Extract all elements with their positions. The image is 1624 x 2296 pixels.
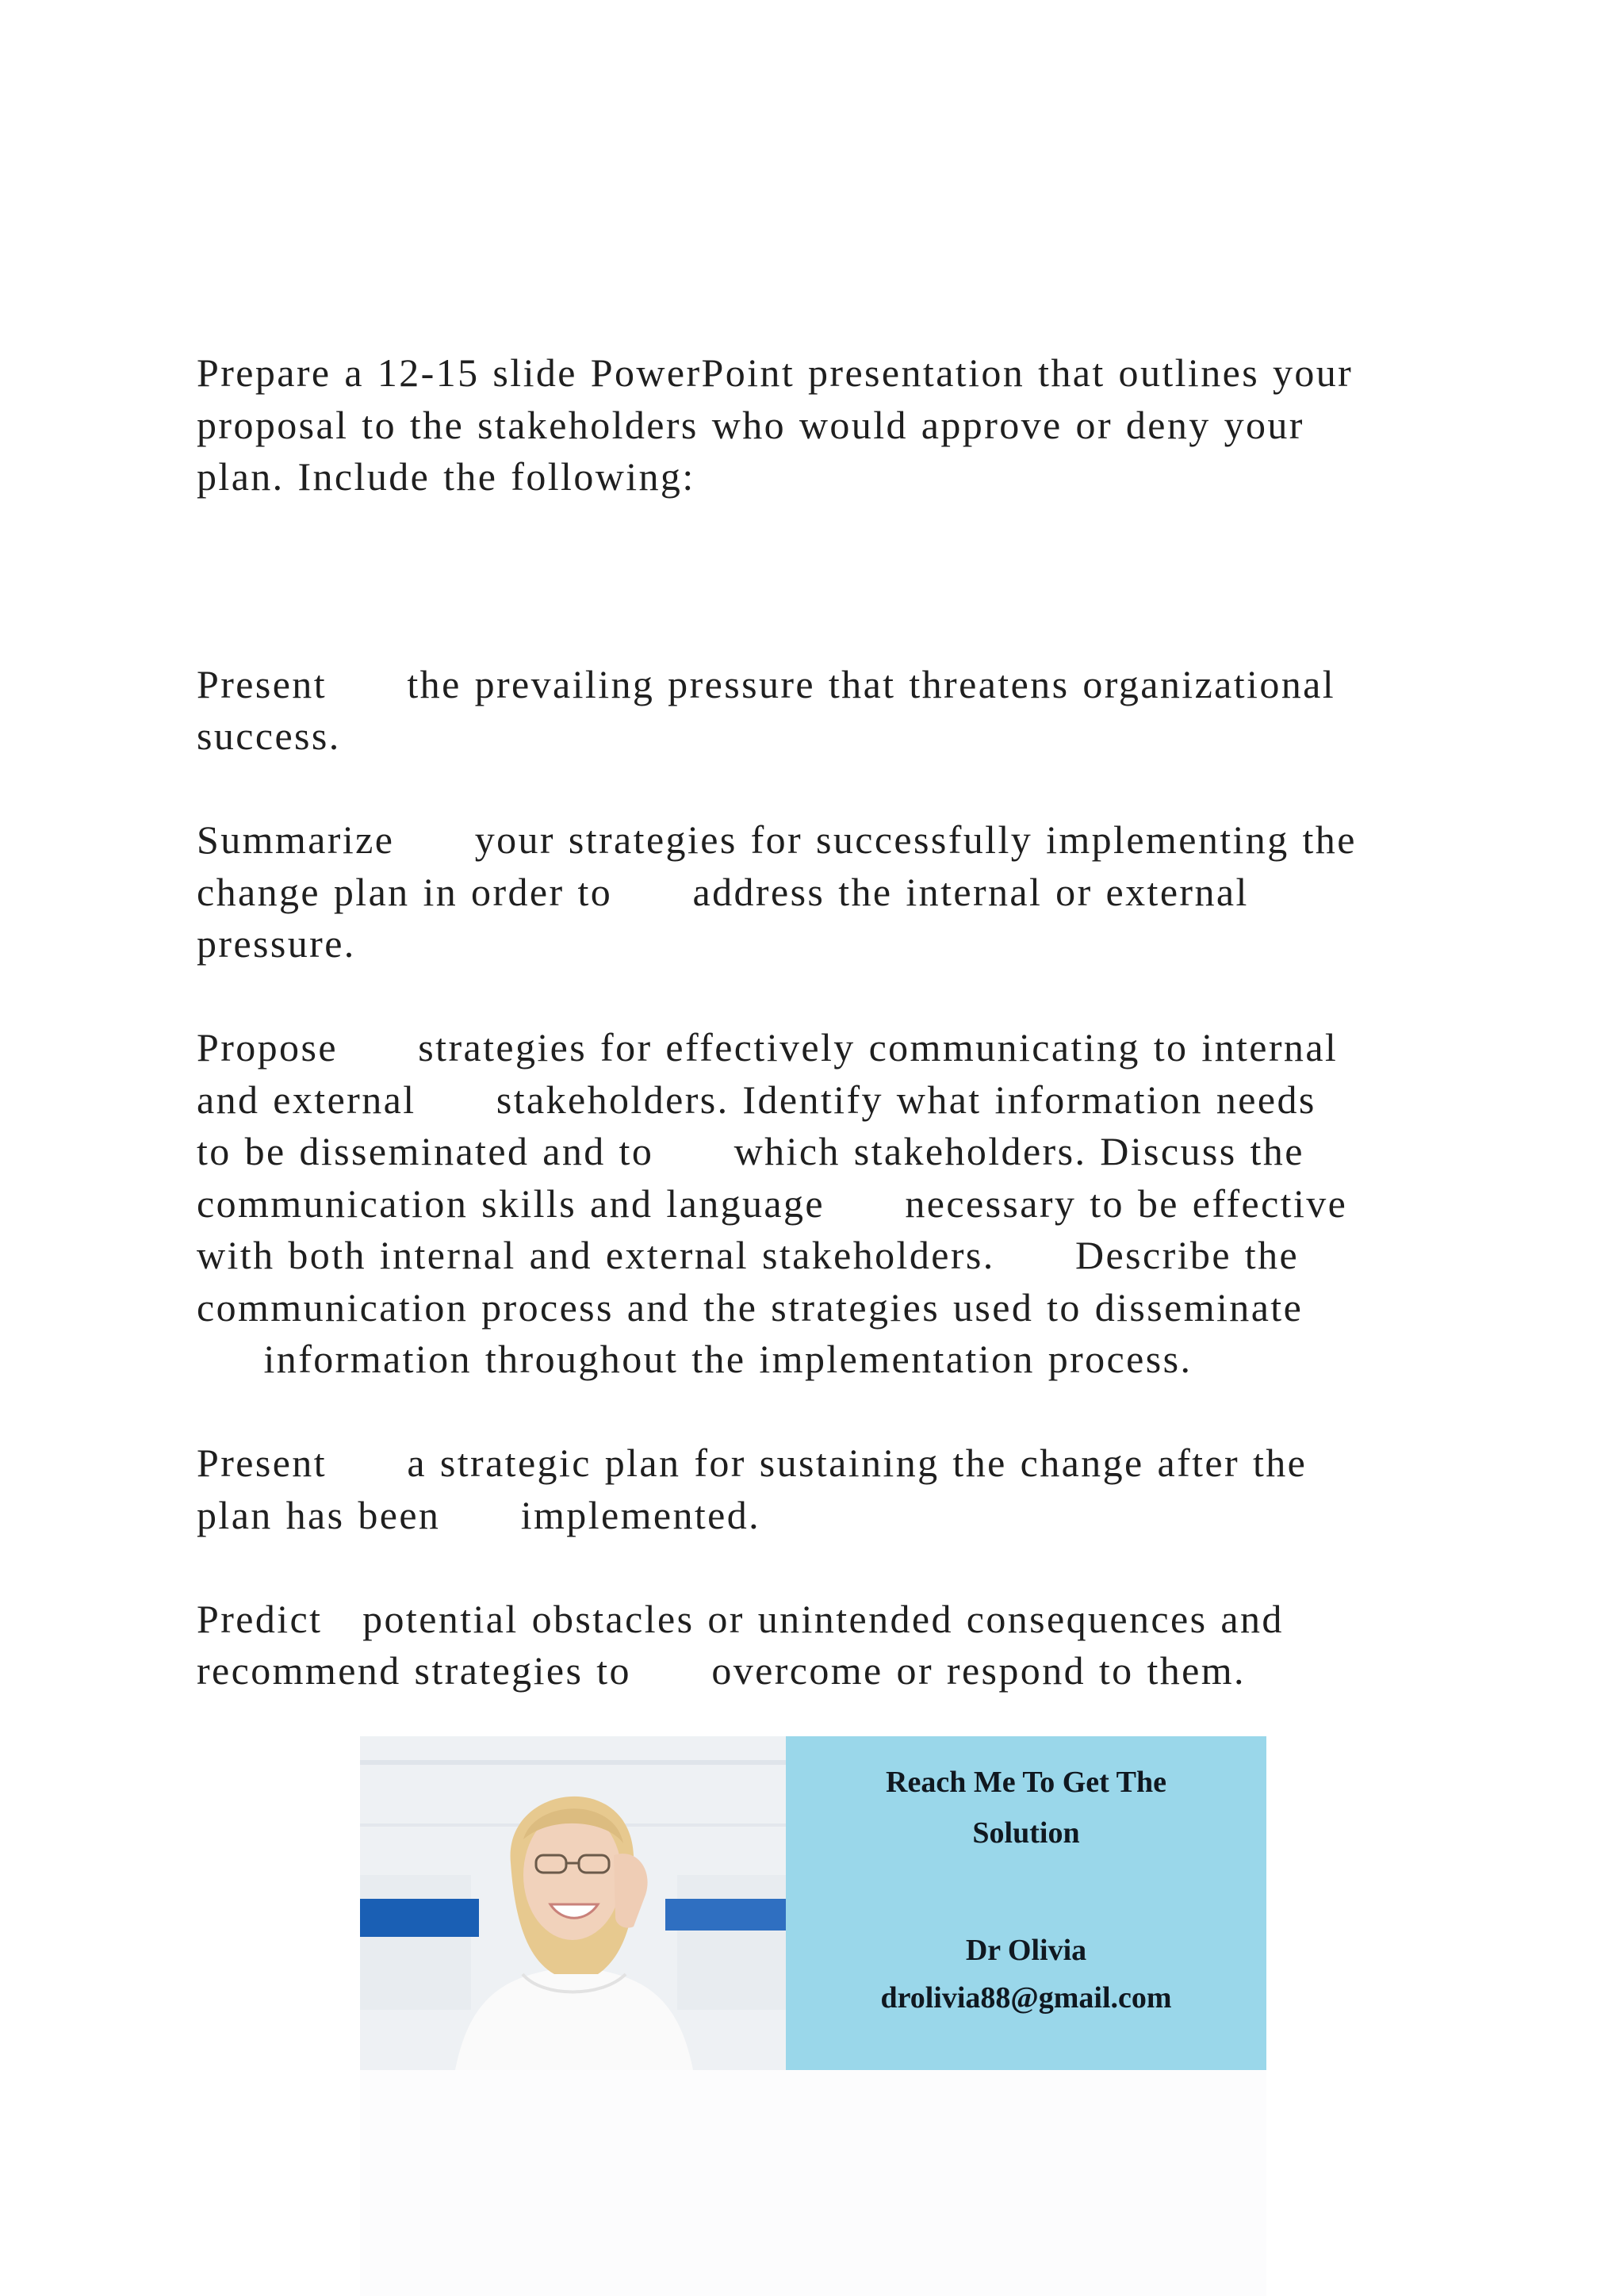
ad-contact-email: drolivia88@gmail.com: [880, 1981, 1172, 2015]
paragraph-line: Present the prevailing pressure that threatens organizational: [197, 661, 1336, 706]
contact-ad-banner: [360, 1736, 1266, 2070]
woman-photo: [360, 1736, 786, 2070]
paragraph-line: plan has been implemented.: [197, 1492, 761, 1537]
paragraph-line: pressure.: [197, 921, 356, 966]
paragraph-present-sustaining-plan: [197, 1437, 1465, 1541]
contact-panel: [786, 1736, 1266, 2070]
document-body: [197, 347, 1465, 1697]
ad-headline-line1: Reach Me To Get The: [886, 1766, 1166, 1799]
paragraph-line: Present a strategic plan for sustaining the change after the: [197, 1441, 1308, 1485]
paragraph-line: Propose strategies for effectively communicating to internal: [197, 1025, 1339, 1070]
paragraph-predict-obstacles: [197, 1594, 1465, 1697]
intro-paragraph: [197, 347, 1465, 503]
intro-line: proposal to the stakeholders who would approve or deny your: [197, 402, 1304, 447]
intro-line: Prepare a 12-15 slide PowerPoint presentation that outlines your: [197, 350, 1354, 395]
paragraph-summarize-strategies: [197, 814, 1465, 970]
paragraph-line: recommend strategies to overcome or respond to them.: [197, 1648, 1246, 1693]
paragraph-line: and external stakeholders. Identify what information needs: [197, 1077, 1316, 1122]
ad-headline-line2: Solution: [972, 1816, 1080, 1850]
paragraph-line: Summarize your strategies for successfully implementing the: [197, 817, 1357, 862]
paragraph-line: to be disseminated and to which stakeholders. Discuss the: [197, 1129, 1304, 1173]
paragraph-line: success.: [197, 714, 341, 758]
paragraph-line: with both internal and external stakeholders. Describe the: [197, 1233, 1300, 1277]
paragraph-line: Predict potential obstacles or unintended consequences and: [197, 1596, 1284, 1641]
ad-contact-name: Dr Olivia: [965, 1934, 1087, 1967]
paragraph-line: communication process and the strategies used to disseminate: [197, 1284, 1304, 1330]
intro-line: plan. Include the following:: [197, 454, 695, 499]
paragraph-line: information throughout the implementation process.: [197, 1337, 1193, 1381]
paragraph-line: communication skills and language necessary to be effective: [197, 1181, 1348, 1226]
paragraph-propose-communication: [197, 1022, 1465, 1386]
paragraph-present-pressure: [197, 659, 1465, 763]
paragraph-line: change plan in order to address the internal or external: [197, 869, 1249, 914]
blank-image-area: [360, 2070, 1266, 2296]
